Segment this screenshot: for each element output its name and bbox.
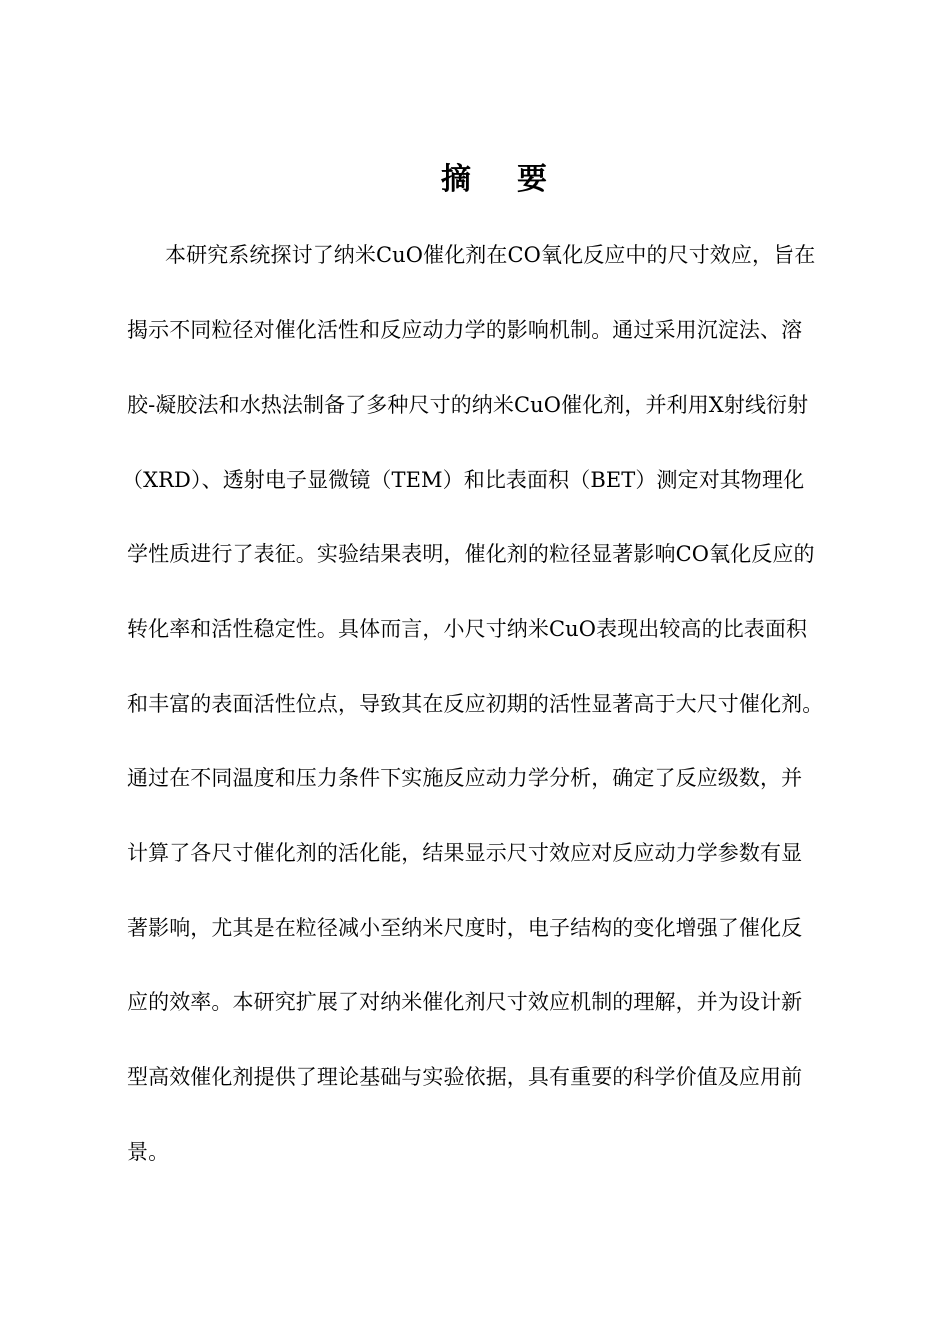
- abstract-line-2: 揭示不同粒径对催化活性和反应动力学的影响机制。通过采用沉淀法、溶: [127, 318, 803, 342]
- abstract-line-4: （XRD）、透射电子显微镜（TEM）和比表面积（BET）测定对其物理化: [122, 468, 805, 492]
- abstract-line-6: 转化率和活性稳定性。具体而言，小尺寸纳米CuO表现出较高的比表面积: [127, 617, 808, 641]
- abstract-line-1: 本研究系统探讨了纳米CuO催化剂在CO氧化反应中的尺寸效应，旨在: [165, 243, 816, 267]
- abstract-line-12: 型高效催化剂提供了理论基础与实验依据，具有重要的科学价值及应用前: [127, 1065, 803, 1089]
- abstract-line-10: 著影响，尤其是在粒径减小至纳米尺度时，电子结构的变化增强了催化反: [127, 916, 803, 940]
- abstract-line-13: 景。: [127, 1140, 170, 1164]
- abstract-line-8: 通过在不同温度和压力条件下实施反应动力学分析，确定了反应级数，并: [127, 766, 803, 790]
- abstract-title: [0, 158, 950, 202]
- abstract-title-char-2: 要: [517, 162, 549, 197]
- abstract-line-11: 应的效率。本研究扩展了对纳米催化剂尺寸效应机制的理解，并为设计新: [127, 990, 803, 1014]
- abstract-line-9: 计算了各尺寸催化剂的活化能，结果显示尺寸效应对反应动力学参数有显: [127, 841, 803, 865]
- abstract-title-char-1: 摘: [441, 162, 473, 197]
- abstract-line-5: 学性质进行了表征。实验结果表明，催化剂的粒径显著影响CO氧化反应的: [127, 542, 815, 566]
- abstract-line-3: 胶-凝胶法和水热法制备了多种尺寸的纳米CuO催化剂，并利用X射线衍射: [127, 393, 809, 417]
- abstract-line-7: 和丰富的表面活性位点，导致其在反应初期的活性显著高于大尺寸催化剂。: [127, 692, 824, 716]
